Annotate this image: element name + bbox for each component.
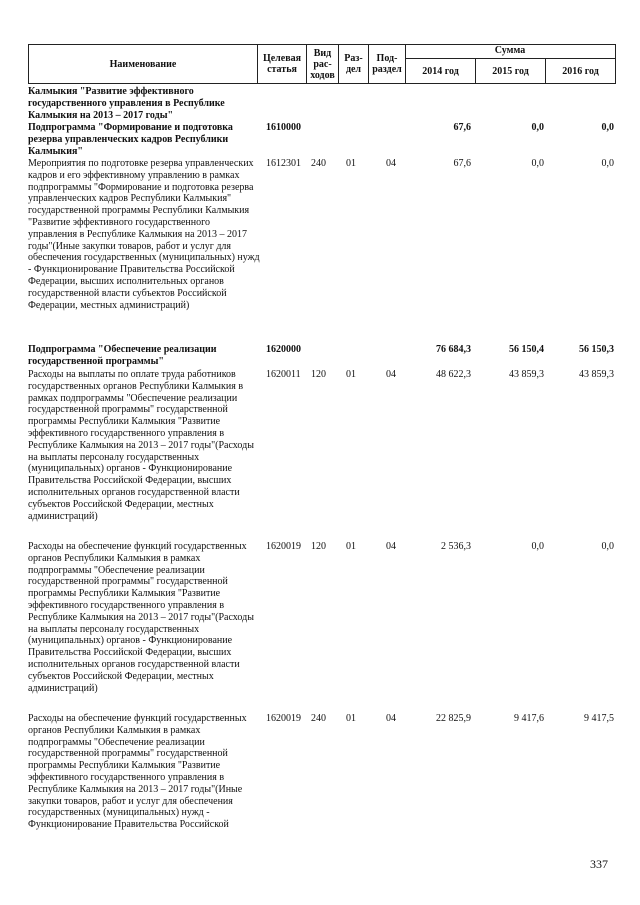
- row-2014: 76 684,3: [436, 344, 471, 355]
- header-vid: Вид рас-ходов: [306, 45, 338, 83]
- row-2016: 0,0: [601, 541, 614, 552]
- row-name: Расходы на выплаты по оплате труда работников государственных органов Республики Калмыкия в рамках подпрограммы "Обеспечение реализации государственной программы" государственной программы Республики Калмыкия "Развитие эффективного государственного управления в Республике Калмыкия на 2013 – 2017 годы"(Расходы на выплаты персоналу государственных (муниципальных) органов - Функционирование Правительства Российской Федерации, высших исполнительных органов государственной власти субъектов Российской Федерации, местных администраций): [28, 369, 254, 522]
- row-2015: 0,0: [531, 541, 544, 552]
- row-podrazdel: 04: [386, 369, 396, 380]
- row-vid: 120: [311, 541, 326, 552]
- row-2015: 0,0: [531, 158, 544, 169]
- row-2015: 0,0: [531, 122, 544, 133]
- row-2016: 0,0: [601, 122, 614, 133]
- row-vid: 240: [311, 713, 326, 724]
- row-name: Расходы на обеспечение функций государственных органов Республики Калмыкия в рамках подпрограммы "Обеспечение реализации государственной программы" государственной программы Республики Калмыкия "Развитие эффективного государственного управления в Республике Калмыкия на 2013 – 2017 годы"(Расходы на выплаты персоналу государственных (муниципальных) органов - Функционирование Правительства Российской Федерации, высших исполнительных органов государственной власти субъектов Российской Федерации, местных администраций): [28, 541, 254, 694]
- row-2016: 9 417,5: [584, 713, 614, 724]
- row-razdel: 01: [346, 369, 356, 380]
- row-code: 1620019: [266, 541, 301, 552]
- row-2015: 56 150,4: [509, 344, 544, 355]
- row-vid: 120: [311, 369, 326, 380]
- row-2016: 56 150,3: [579, 344, 614, 355]
- row-razdel: 01: [346, 713, 356, 724]
- row-2014: 67,6: [453, 158, 471, 169]
- row-name: Калмыкия "Развитие эффективного государственного управления в Республике Калмыкия на 2013 – 2017 годы": [28, 86, 225, 121]
- row-name: Расходы на обеспечение функций государственных органов Республики Калмыкия в рамках подпрограммы "Обеспечение реализации государственной программы" государственной программы Республики Калмыкия "Развитие эффективного государственного управления в Республике Калмыкия на 2013 – 2017 годы"(Иные закупки товаров, работ и услуг для обеспечения государственных (муниципальных) нужд - Функционирование Правительства Российской: [28, 713, 247, 831]
- row-2016: 0,0: [601, 158, 614, 169]
- row-code: 1612301: [266, 158, 301, 169]
- row-code: 1610000: [266, 122, 301, 133]
- row-vid: 240: [311, 158, 326, 169]
- header-2014: 2014 год: [405, 59, 475, 83]
- page-number: 337: [590, 857, 608, 871]
- row-2015: 43 859,3: [509, 369, 544, 380]
- header-podrazdel: Под-раздел: [368, 45, 405, 83]
- row-2016: 43 859,3: [579, 369, 614, 380]
- row-name: Мероприятия по подготовке резерва управленческих кадров и его эффективному управлению в рамках подпрограммы "Формирование и подготовка резерва управленческих кадров Республики Калмыкия" государственной программы Республики Калмыкия "Развитие эффективного государственного управления в Республике Калмыкия на 2013 – 2017 годы"(Иные закупки товаров, работ и услуг для обеспечения государственных (муниципальных) нужд - Функционирование Правительства Российской Федерации, высших исполнительных органов государственной власти субъектов Российской Федерации, местных администраций): [28, 158, 260, 311]
- header-summa: Сумма: [494, 45, 526, 56]
- row-name: Подпрограмма "Обеспечение реализации государственной программы": [28, 344, 217, 367]
- row-2015: 9 417,6: [514, 713, 544, 724]
- row-podrazdel: 04: [386, 713, 396, 724]
- row-podrazdel: 04: [386, 541, 396, 552]
- header-2015: 2015 год: [475, 59, 545, 83]
- header-name: Наименование: [109, 58, 177, 70]
- header-target: Целевая статья: [257, 45, 306, 83]
- row-2014: 48 622,3: [436, 369, 471, 380]
- row-2014: 67,6: [453, 122, 471, 133]
- row-razdel: 01: [346, 541, 356, 552]
- row-code: 1620011: [266, 369, 301, 380]
- row-podrazdel: 04: [386, 158, 396, 169]
- header-2016: 2016 год: [545, 59, 615, 83]
- row-2014: 22 825,9: [436, 713, 471, 724]
- row-2014: 2 536,3: [441, 541, 471, 552]
- header-razdel: Раз-дел: [338, 45, 368, 83]
- row-code: 1620019: [266, 713, 301, 724]
- row-code: 1620000: [266, 344, 301, 355]
- row-razdel: 01: [346, 158, 356, 169]
- row-name: Подпрограмма "Формирование и подготовка резерва управленческих кадров Республики Калмыкия": [28, 122, 233, 157]
